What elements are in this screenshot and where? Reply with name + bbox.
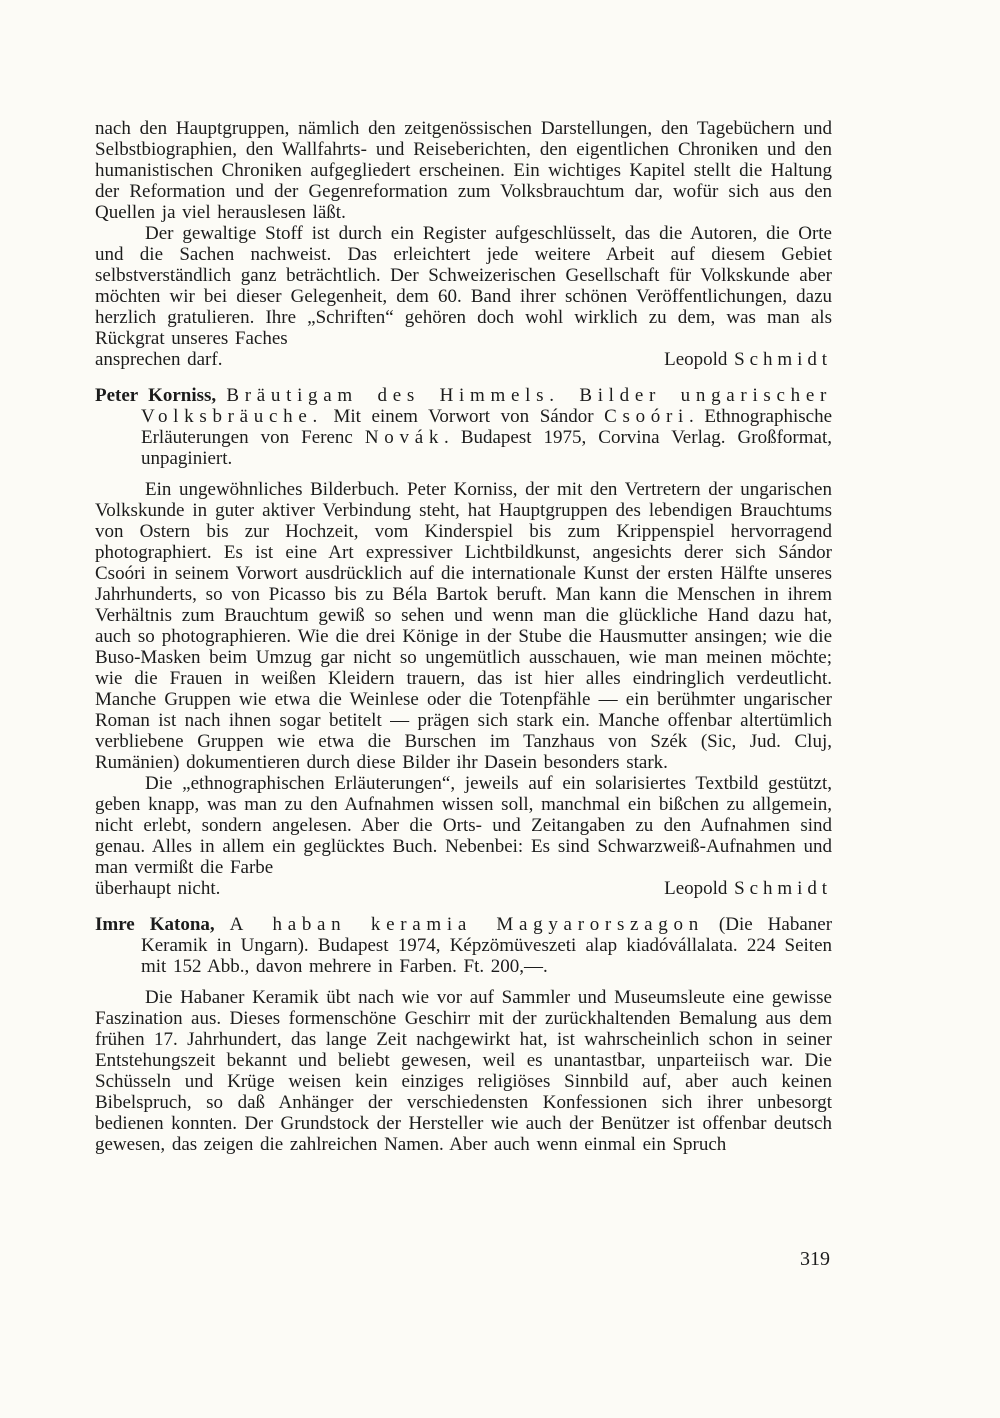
author-name: Peter Korniss, xyxy=(95,385,217,406)
reviewer-signature xyxy=(664,349,832,370)
paragraph-last-line: überhaupt nicht. xyxy=(95,878,221,899)
csoori-name-spaced: Csoóri xyxy=(604,406,689,427)
heading-text-3: . Budapest 1975, Corvina Verlag. Großformat, unpaginiert. xyxy=(141,427,832,469)
heading-text-1: Mit einem Vorwort von Sándor xyxy=(333,406,594,427)
novak-name-spaced: Novák xyxy=(364,427,445,448)
signature-first-name: Leopold xyxy=(664,349,728,370)
page-number: 319 xyxy=(800,1248,830,1270)
review-heading-korniss xyxy=(95,385,832,469)
heading-text-1: (Die Habaner Keramik in Ungarn). Budapest 1974, Képzömüveszeti alap kiadóvállalata. 224 Seiten mit 152 Abb., davon mehrere in Farben. Ft. 200,—. xyxy=(141,914,833,977)
heading-text-2: . Ethnographische Erläuterungen von Ferenc xyxy=(141,406,832,448)
signature-first-name: Leopold xyxy=(664,878,728,899)
review-body-paragraph: Die „ethnographischen Erläuterungen“, jeweils auf ein solarisiertes Textbild gestützt, geben knapp, was man zu den Aufnahmen wissen soll, manchmal ein bißchen zu allgemein, nicht erlebt, sondern angelesen. Aber die Orts- und Zeitangaben zu den Aufnahmen sind genau. Alles in allem ein geglücktes Buch. Nebenbei: Es sind Schwarzweiß-Aufnahmen und man vermißt die Farbe xyxy=(95,773,832,878)
paragraph: Der gewaltige Stoff ist durch ein Register aufgeschlüsselt, das die Autoren, die Orte und die Sachen nachweist. Das erleichtert jede weitere Arbeit auf diesem Gebiet selbstverständlich ganz beträchtlich. Der Schweizerischen Gesellschaft für Volkskunde aber möchten wir bei dieser Gelegenheit, dem 60. Band ihrer schönen Veröffentlichungen, dazu herzlich gratulieren. Ihre „Schriften“ gehören doch wohl wirklich zu dem, was man als Rückgrat unseres Faches xyxy=(95,223,832,349)
signature-last-name: Schmidt xyxy=(734,349,832,370)
review-body-paragraph: Ein ungewöhnliches Bilderbuch. Peter Korniss, der mit den Vertretern der ungarischen Volkskunde in guter aktiver Verbindung steht, hat Hauptgruppen des lebendigen Brauchtums von Ostern bis zur Hochzeit, vom Kinderspiel bis zum Krippenspiel hervorragend photographiert. Es ist eine Art expressiver Lichtbildkunst, angesichts derer sich Sándor Csoóri in seinem Vorwort ausdrücklich auf die internationale Kunst der ersten Hälfte unseres Jahrhunderts, so von Picasso bis zu Béla Bartok beruft. Man kann die Menschen in ihrem Verhältnis zum Brauchtum gewiß so sehen und wenn man die glückliche Hand dazu hat, auch so photographieren. Wie die drei Könige in der Stube die Hausmutter ansingen; wie die Buso-Masken beim Umzug gar nicht so ungemütlich ausschauen, wie man meinen möchte; wie die Frauen in weißen Kleidern trauern, das ist hier alles eindringlich verdeutlicht. Manche Gruppen wie etwa die Weinlese oder die Totenpfähle — ein berühmter ungarischer Roman ist nach ihnen sogar betitelt — prägen sich stark ein. Manche offenbar altertümlich verbliebene Gruppen wie etwa die Burschen im Tanzhaus von Szék (Sic, Jud. Cluj, Rumänien) dokumentieren durch diese Bilder ihr Dasein besonders stark. xyxy=(95,479,832,773)
review-body-paragraph: Die Habaner Keramik übt nach wie vor auf Sammler und Museumsleute eine gewisse Faszination aus. Dieses formenschöne Geschirr mit der zurückhaltenden Bemalung aus dem frühen 17. Jahrhundert, das lange Zeit nachgewirkt hat, ist wahrscheinlich schon in seiner Entstehungszeit bekannt und beliebt gewesen, weil es unantastbar, unparteiisch war. Die Schüsseln und Krüge weisen kein einziges religiöses Sinnbild auf, aber auch keinen Bibelspruch, so daß Anhänger der verschiedensten Konfessionen sich ihrer unbesorgt bedienen konnten. Der Grundstock der Hersteller wie auch der Benützer ist offenbar deutsch gewesen, das zeigen die zahlreichen Namen. Aber auch wenn einmal ein Spruch xyxy=(95,987,832,1155)
reviewer-signature xyxy=(664,878,832,899)
book-title-spaced: A haban keramia Magyarorszagon xyxy=(229,914,704,935)
review-heading-katona xyxy=(95,914,832,977)
book-title-spaced: Bräutigam des Himmels. Bilder ungarischer Volksbräuche. xyxy=(141,385,833,427)
paragraph-last-line: ansprechen darf. xyxy=(95,349,223,370)
signature-line xyxy=(95,349,832,370)
signature-line xyxy=(95,878,832,899)
text-column xyxy=(95,118,832,1155)
signature-last-name: Schmidt xyxy=(734,878,832,899)
author-name: Imre Katona, xyxy=(95,914,215,935)
paragraph-continuation: nach den Hauptgruppen, nämlich den zeitgenössischen Darstellungen, den Tagebüchern und Selbstbiographien, den Wallfahrts- und Reiseberichten, den eigentlichen Chroniken und den humanistischen Chroniken aufgegliedert erscheinen. Ein wichtiges Kapitel stellt die Haltung der Reformation und der Gegenreformation zum Volksbrauchtum dar, wofür sich aus den Quellen ja viel herauslesen läßt. xyxy=(95,118,832,223)
